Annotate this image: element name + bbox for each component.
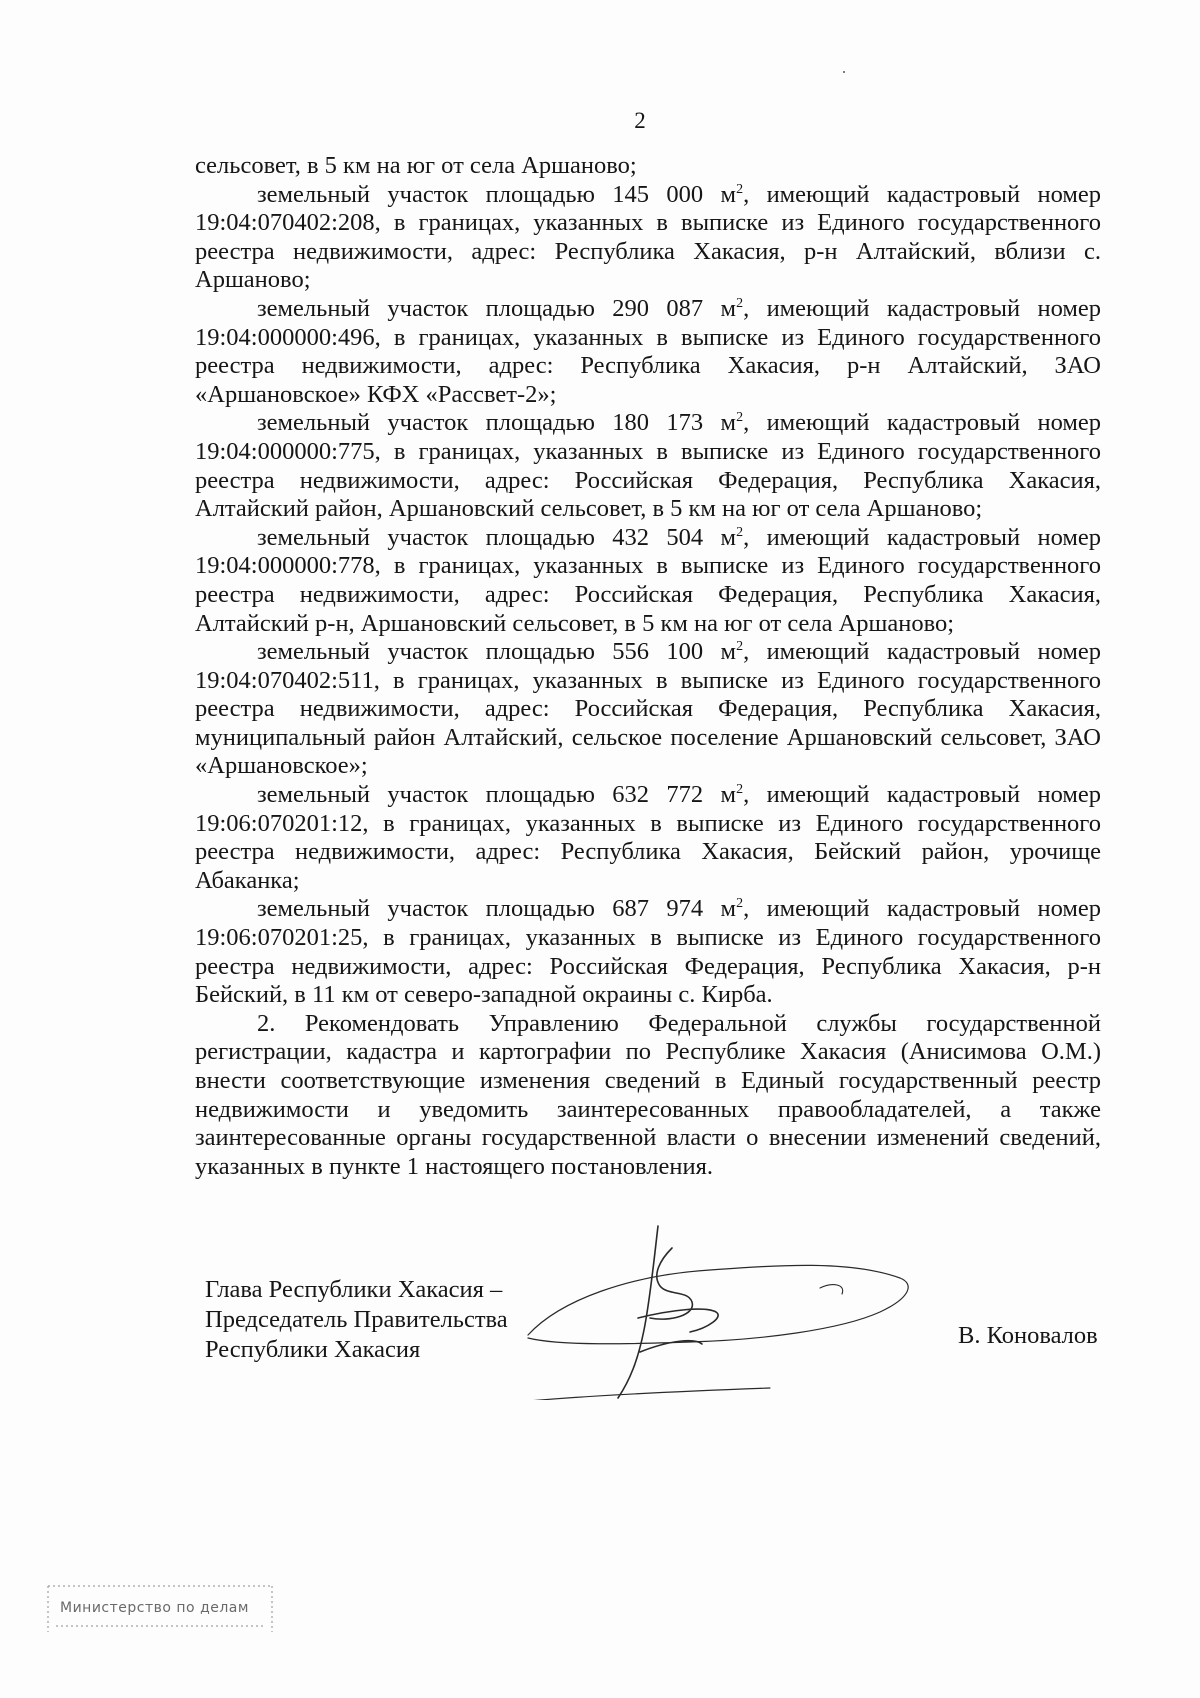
paragraph: земельный участок площадью 145 000 $м^2$, имеющий кадастровый номер 19:04:070402:208, в границах, указанных в выписке из Единого государственного реестра недвижимости, адрес: Республика Хакасия, р-н Алтайский, вблизи с. Аршаново; — [195, 180, 1102, 294]
paragraph: 2. Рекомендовать Управлению Федеральной службы государственной регистрации, кадастра и картографии по Республике Хакасия (Анисимова О.М.) внести соответствующие изменения сведений в Единый государственный реестр недвижимости и уведомить заинтересованных правообладателей, а также заинтересованные органы государственной власти о внесении изменений сведений, указанных в пункте 1 настоящего постановления. — [195, 1009, 1101, 1180]
paragraph: земельный участок площадью 432 504 $м^2$, имеющий кадастровый номер 19:04:000000:778, в границах, указанных в выписке из Единого государственного реестра недвижимости, адрес: Российская Федерация, Республика Хакасия, Алтайский р-н, Аршановский сельсовет, в 5 км на юг от села Аршаново; — [195, 523, 1102, 637]
scan-speck — [843, 71, 845, 73]
signatory-title — [205, 1275, 508, 1365]
paragraph: земельный участок площадью 180 173 $м^2$, имеющий кадастровый номер 19:04:000000:775, в границах, указанных в выписке из Единого государственного реестра недвижимости, адрес: Российская Федерация, Республика Хакасия, Алтайский район, Аршановский сельсовет, в 5 км на юг от села Аршаново; — [195, 409, 1102, 523]
signatory-title-line: Глава Республики Хакасия – — [205, 1276, 503, 1303]
signatory-name: В. Коновалов — [958, 1322, 1098, 1349]
handwritten-signature — [520, 1220, 920, 1400]
signatory-title-line: Республики Хакасия — [205, 1336, 421, 1363]
stamp-text: Министерство по делам — [60, 1600, 249, 1616]
document-body — [195, 152, 1101, 1181]
paragraph: земельный участок площадью 687 974 $м^2$, имеющий кадастровый номер 19:06:070201:25, в границах, указанных в выписке из Единого государственного реестра недвижимости, адрес: Российская Федерация, Республика Хакасия, р-н Бейский, в 11 км от северо-западной окраины с. Кирба. — [195, 895, 1102, 1009]
paragraph: сельсовет, в 5 км на юг от села Аршаново; — [195, 152, 637, 179]
page-number: 2 — [634, 108, 646, 133]
paragraph: земельный участок площадью 632 772 $м^2$, имеющий кадастровый номер 19:06:070201:12, в границах, указанных в выписке из Единого государственного реестра недвижимости, адрес: Республика Хакасия, Бейский район, урочище Абаканка; — [195, 781, 1102, 894]
signatory-title-line: Председатель Правительства — [205, 1306, 508, 1333]
paragraph: земельный участок площадью 556 100 $м^2$, имеющий кадастровый номер 19:04:070402:511, в границах, указанных в выписке из Единого государственного реестра недвижимости, адрес: Российская Федерация, Республика Хакасия, муниципальный район Алтайский, сельское поселение Аршановский сельсовет, ЗАО «Аршановское»; — [195, 638, 1102, 780]
paragraph: земельный участок площадью 290 087 $м^2$, имеющий кадастровый номер 19:04:000000:496, в границах, указанных в выписке из Единого государственного реестра недвижимости, адрес: Республика Хакасия, р-н Алтайский, ЗАО «Аршановское» КФХ «Рассвет-2»; — [195, 294, 1102, 408]
